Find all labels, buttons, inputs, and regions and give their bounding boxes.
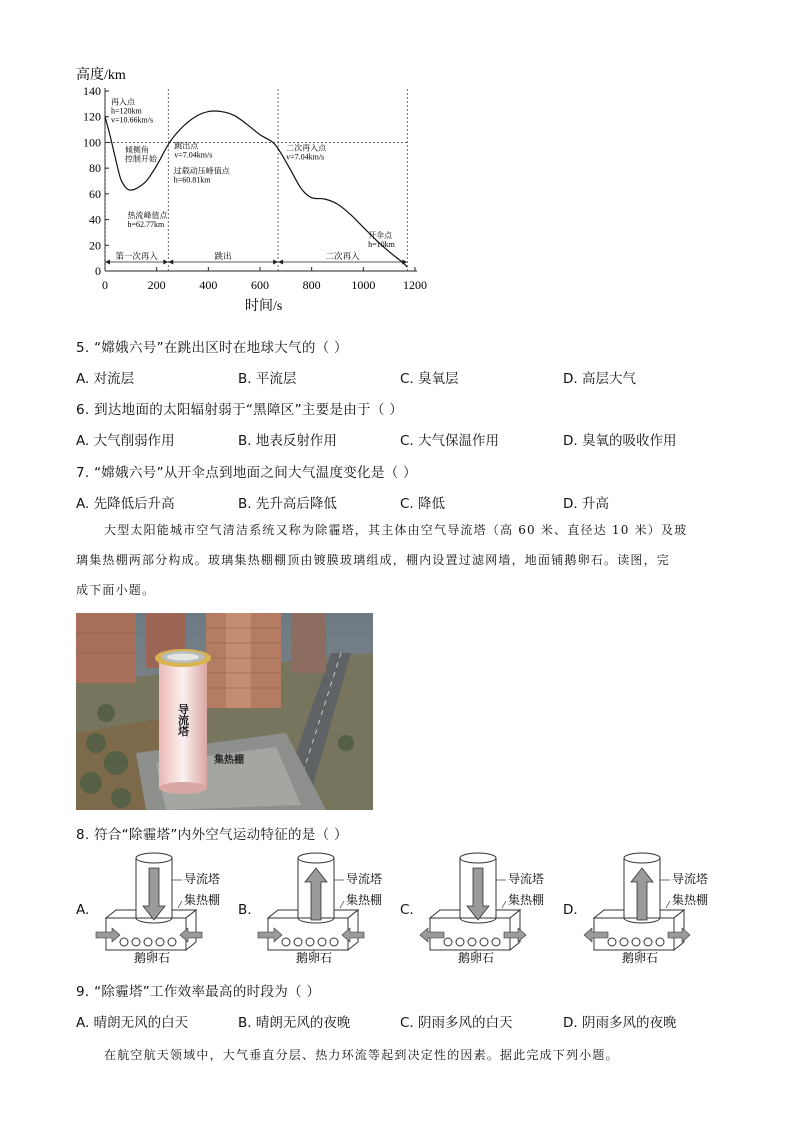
chart-x-tick-label: 400: [199, 278, 218, 292]
chart-altitude-curve: [105, 111, 407, 267]
chart-x-tick-label: 1000: [351, 278, 376, 292]
q7-option-a[interactable]: A. 先降低后升高: [76, 496, 175, 512]
chart-ylabel: 高度/km: [76, 68, 126, 83]
q6-option-a[interactable]: A. 大气削弱作用: [76, 433, 175, 449]
q8d-label-tower: 导流塔: [672, 872, 709, 886]
q5-option-d[interactable]: D. 高层大气: [563, 371, 636, 387]
q8c-label-stones: 鹅卵石: [458, 951, 495, 965]
chart-annotation: 开伞点 h=10km: [368, 231, 395, 250]
q8-option-d[interactable]: D.: [563, 902, 578, 918]
photo-label-tower: 导流塔: [176, 703, 190, 737]
chart-x-tick-label: 0: [102, 278, 108, 292]
q9-option-b[interactable]: B. 晴朗无风的夜晚: [238, 1015, 351, 1031]
q8c-label-shed: 集热棚: [508, 893, 545, 907]
q9-option-d[interactable]: D. 阴雨多风的夜晚: [563, 1015, 677, 1031]
q6-option-d[interactable]: D. 臭氧的吸收作用: [563, 433, 677, 449]
q8-diagram-a: [92, 848, 252, 968]
q8b-label-stones: 鹅卵石: [296, 951, 333, 965]
chart-y-tick-label: 140: [83, 84, 101, 98]
passage-1: [76, 515, 716, 605]
chart-phase-arrowhead: [163, 260, 168, 265]
chart-phase-arrowhead: [278, 260, 283, 265]
q8c-label-tower: 导流塔: [508, 872, 545, 886]
q8-diagram-c: [416, 848, 576, 968]
q8-diagram-d: [580, 848, 740, 968]
q8-option-a[interactable]: A.: [76, 902, 90, 918]
q9-option-c[interactable]: C. 阴雨多风的白天: [400, 1015, 513, 1031]
passage-1-line-1: 大型太阳能城市空气清洁系统又称为除霾塔，其主体由空气导流塔（高 60 米、直径达 10 米）及玻: [104, 523, 688, 537]
q8d-label-shed: 集热棚: [672, 893, 709, 907]
q8-option-c[interactable]: C.: [400, 902, 414, 918]
chart-xlabel: 时间/s: [245, 299, 283, 314]
chart-phase-label: 跳出: [214, 251, 232, 261]
q9-option-a[interactable]: A. 晴朗无风的白天: [76, 1015, 189, 1031]
chart-y-tick-label: 60: [89, 186, 101, 201]
q7-option-d[interactable]: D. 升高: [563, 496, 609, 512]
q8b-label-tower: 导流塔: [346, 872, 383, 886]
q8-option-b[interactable]: B.: [238, 902, 252, 918]
chart-annotation: 过载动压峰值点 h=60.81km: [173, 166, 230, 185]
passage-1-line-3: 成下面小题。: [76, 583, 156, 597]
passage-2: 在航空航天领域中，大气垂直分层、热力环流等起到决定性的因素。据此完成下列小题。: [104, 1048, 619, 1062]
chart-x-tick-label: 1200: [403, 278, 427, 292]
q7-option-b[interactable]: B. 先升高后降低: [238, 496, 337, 512]
question-6-stem: 6. 到达地面的太阳辐射弱于“黑障区”主要是由于（ ）: [76, 402, 404, 418]
chart-phase-label: 第一次再入: [115, 251, 158, 261]
chart-annotation: 倾侧角控制开始: [124, 145, 157, 164]
chart-y-tick-label: 120: [83, 109, 101, 124]
q5-option-b[interactable]: B. 平流层: [238, 371, 297, 387]
question-5-stem: 5. “嫦娥六号”在跳出区时在地球大气的（ ）: [76, 340, 348, 356]
chart-y-tick-label: 80: [89, 161, 101, 176]
chart-x-tick-label: 600: [251, 278, 269, 292]
q6-option-c[interactable]: C. 大气保温作用: [400, 433, 500, 449]
question-8-stem: 8. 符合“除霾塔”内外空气运动特征的是（ ）: [76, 827, 348, 843]
q5-option-a[interactable]: A. 对流层: [76, 371, 135, 387]
q8a-label-shed: 集热棚: [184, 893, 221, 907]
chart-y-tick-label: 20: [89, 238, 101, 253]
chart-x-tick-label: 800: [302, 278, 321, 292]
smog-tower-photo: [76, 613, 373, 810]
chart-y-tick-label: 100: [83, 135, 101, 150]
chart-annotation: 再入点 h=120km v=10.66km/s: [111, 97, 154, 125]
altitude-time-chart: [70, 60, 440, 315]
passage-1-line-2: 璃集热棚两部分构成。玻璃集热棚棚顶由镀膜玻璃组成，棚内设置过滤网墙，地面铺鹅卵石。读图，完: [76, 553, 671, 567]
chart-phase-label: 二次再入: [325, 251, 360, 261]
q7-option-c[interactable]: C. 降低: [400, 496, 446, 512]
chart-annotation: 跳出点 v=7.04km/s: [174, 141, 213, 160]
chart-y-tick-label: 40: [89, 212, 101, 227]
question-9-stem: 9. “除霾塔”工作效率最高的时段为（ ）: [76, 984, 321, 1000]
chart-phase-arrowhead: [105, 260, 110, 265]
q8-diagram-b: [254, 848, 414, 968]
photo-label-shed: 集热棚: [214, 755, 244, 766]
chart-y-tick-label: 0: [95, 264, 101, 278]
q6-option-b[interactable]: B. 地表反射作用: [238, 433, 337, 449]
chart-phase-arrowhead: [168, 260, 173, 265]
chart-annotation: 二次再入点 v=7.04km/s: [286, 143, 327, 162]
chart-annotation: 热流峰值点 h=62.77km: [127, 211, 168, 229]
q8a-label-stones: 鹅卵石: [134, 951, 171, 965]
q8b-label-shed: 集热棚: [346, 893, 383, 907]
q5-option-c[interactable]: C. 臭氧层: [400, 371, 459, 387]
q8d-label-stones: 鹅卵石: [622, 951, 659, 965]
question-7-stem: 7. “嫦娥六号”从开伞点到地面之间大气温度变化是（ ）: [76, 465, 417, 481]
chart-x-tick-label: 200: [147, 278, 166, 292]
q8a-label-tower: 导流塔: [184, 872, 221, 886]
chart-phase-arrowhead: [273, 260, 278, 265]
